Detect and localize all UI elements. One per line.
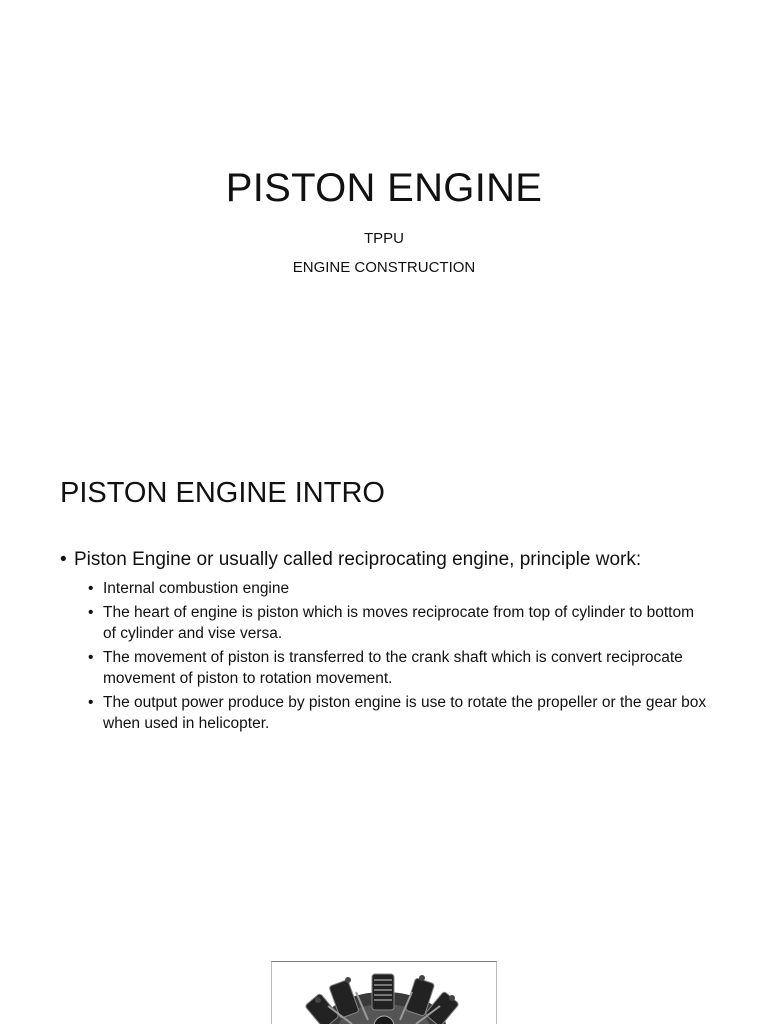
main-bullet-text: Piston Engine or usually called reciprocating engine, principle work:: [74, 549, 642, 570]
subtitle-line-1: TPPU: [363, 230, 404, 247]
sub-bullet: • Internal combustion engine: [88, 578, 710, 599]
intro-bullet-list: [60, 548, 710, 737]
subtitle-line-2: ENGINE CONSTRUCTION: [292, 259, 476, 276]
main-bullet: [60, 548, 710, 734]
intro-heading: PISTON ENGINE INTRO: [60, 477, 385, 509]
figure-slide: [0, 864, 768, 1024]
title-slide: [0, 0, 768, 432]
slide-title: PISTON ENGINE: [225, 166, 543, 210]
sub-bullet: • The heart of engine is piston which is moves reciprocate from top of cylinder to bottom of cylinder and vise versa.: [88, 602, 710, 644]
sub-bullet: • The movement of piston is transferred to the crank shaft which is convert reciprocate movement of piston to rotation movement.: [88, 647, 710, 689]
sub-bullet-list: [74, 578, 710, 734]
sub-bullet: • The output power produce by piston engine is use to rotate the propeller or the gear box when used in helicopter.: [88, 692, 710, 734]
engine-image: [271, 961, 497, 1024]
intro-slide: [0, 432, 768, 864]
radial-engine-illustration: [272, 962, 496, 1024]
